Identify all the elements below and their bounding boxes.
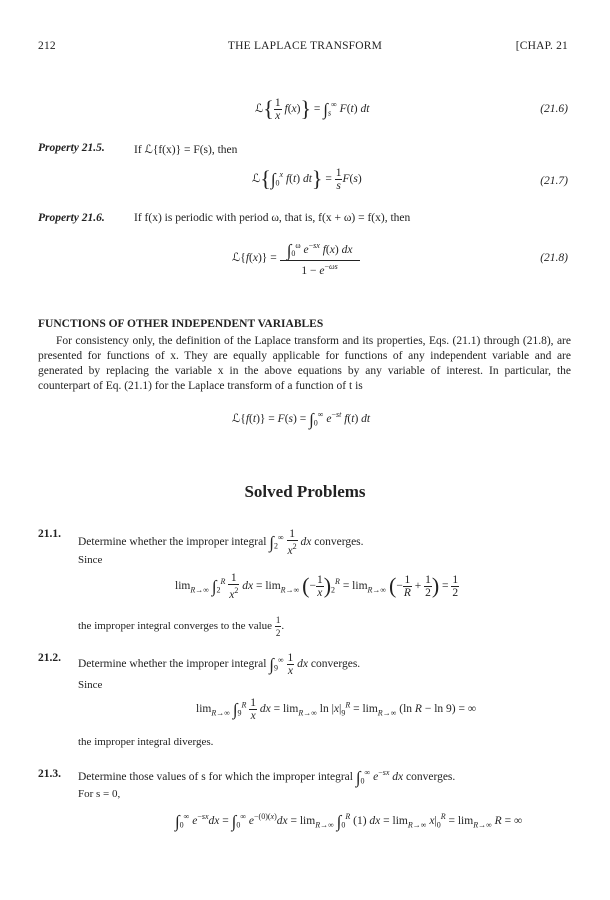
problem-21-2-conclusion: the improper integral diverges. xyxy=(78,736,214,748)
property-21-6-text: If f(x) is periodic with period ω, that is, f(x + ω) = f(x), then xyxy=(134,212,411,224)
section-paragraph: For consistency only, the definition of the Laplace transform and its properties, Eqs. (21.1) through (21.8), are presented for functions of x. They are equally applicable for functions of any independent variable and are generated by replacing the variable x in the above equations by any variable of interest. In particular, the counterpart of Eq. (21.1) for the Laplace transform of a function of t is xyxy=(38,335,571,392)
problem-21-3-statement: Determine those values of s for which the improper integral $\int_0^\infty$ $e^{-sx}$ dx converges. xyxy=(78,768,456,787)
equation-21-8: ℒ{f(x)} = $\frac{\int_0^\omega e^{-sx} f(x) dx}{1 - e^{-\omega s}}$ xyxy=(232,240,360,277)
problem-21-1-number: 21.1. xyxy=(38,528,61,540)
equation-21-6: ℒ{ $\frac{1}{x}$ $f(x)\} = \int_s^\infty$ F(t) dt xyxy=(255,96,370,122)
section-heading: FUNCTIONS OF OTHER INDEPENDENT VARIABLES xyxy=(38,318,324,330)
solved-problems-heading: Solved Problems xyxy=(244,482,366,501)
problem-21-2-statement: Determine whether the improper integral $\int_9^\infty$ $\frac{1}{x}$ dx converges. xyxy=(78,652,361,677)
equation-number-21-7: (21.7) xyxy=(540,175,568,187)
problem-21-3-case: For s = 0, xyxy=(78,788,121,800)
equation-number-21-8: (21.8) xyxy=(540,252,568,264)
problem-21-1-since: Since xyxy=(78,554,103,566)
problem-21-2-since: Since xyxy=(78,679,103,691)
problem-21-1-derivation: $\lim_{R\to\infty} \int_2^R$ $\frac{1}{x^2}$ dx = $\lim_{R\to\infty}$ (− $\frac{1}{x}$ )$_2^R = \lim_{R\to\infty}$ (− $\frac{1}{R}$ + $\frac{1}{2}$ ) = $\frac{1}{2}$ xyxy=(175,572,459,601)
problem-21-2-derivation: $\lim_{R\to\infty} \int_9^R$ $\frac{1}{x}$ dx = $\lim_{R\to\infty} \ln |x|_9^R = \lim_{R\to\infty} (\ln$ R − ln 9) = ∞ xyxy=(196,697,477,722)
running-title: THE LAPLACE TRANSFORM xyxy=(227,40,383,52)
property-21-5-text: If ℒ{f(x)} = F(s), then xyxy=(134,144,238,156)
equation-laplace-t: ℒ{f(t)} = $F(s) = \int_0^\infty$ $e^{-st}$ f(t) dt xyxy=(232,410,371,429)
page-number: 212 xyxy=(38,40,56,52)
property-21-5-label: Property 21.5. xyxy=(38,142,105,154)
equation-21-7: $ℒ\{\int_0^x$ f(t) dt} = $\frac{1}{s}$ F(s) xyxy=(252,166,362,192)
problem-21-3-derivation: $\int_0^\infty$ $e^{-sx}dx = \int_0^\infty$ $e^{-(0)(x)}dx = \lim_{R\to\infty} \int_0^R$ (1) dx = $\lim_{R\to\infty} x|_0^R = \lim_{R\to\infty} R$ = ∞ xyxy=(175,812,523,831)
problem-21-1-conclusion: the improper integral converges to the value $\frac{1}{2}$ . xyxy=(78,615,285,638)
chapter-label: [CHAP. 21 xyxy=(515,40,568,52)
problem-21-1-statement: Determine whether the improper integral $\int_2^\infty$ $\frac{1}{x^2}$ dx converges. xyxy=(78,528,364,557)
property-21-6-label: Property 21.6. xyxy=(38,212,105,224)
problem-21-2-number: 21.2. xyxy=(38,652,61,664)
equation-number-21-6: (21.6) xyxy=(540,103,568,115)
problem-21-3-number: 21.3. xyxy=(38,768,61,780)
